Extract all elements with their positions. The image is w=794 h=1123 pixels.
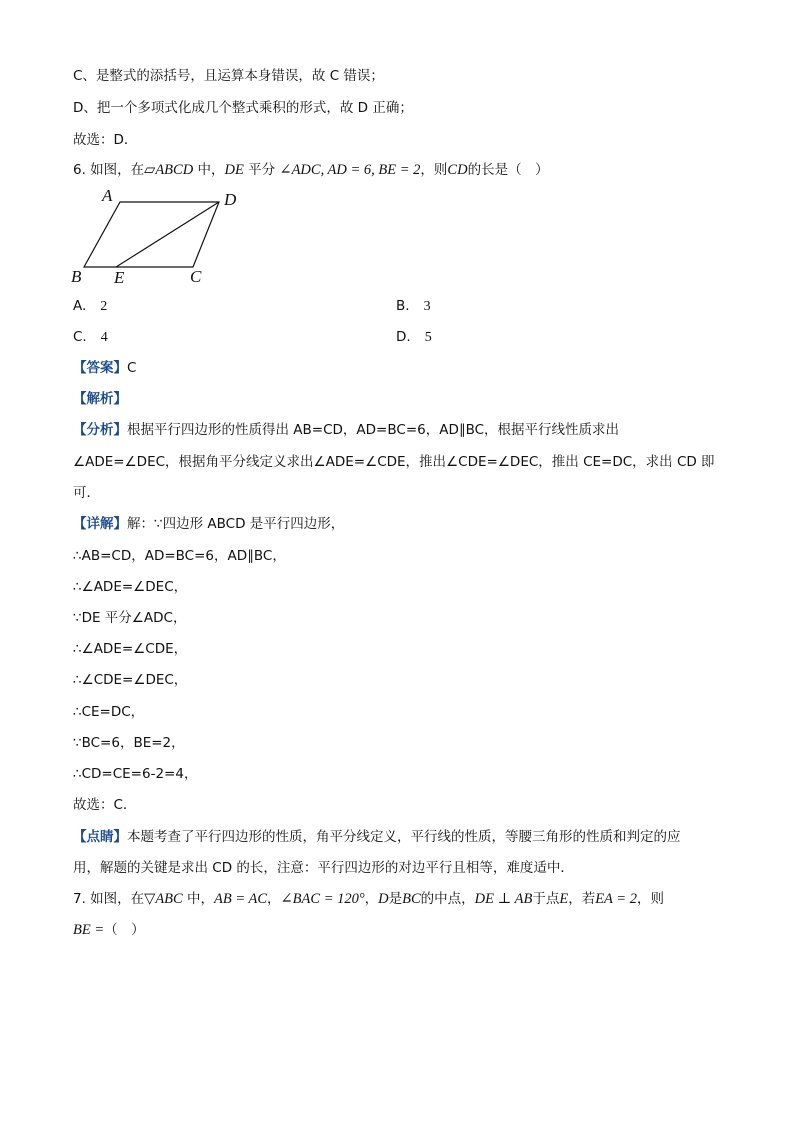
q7-stem-line-1 xyxy=(73,889,664,909)
q6-fenxi-line-1 xyxy=(73,420,619,440)
q7-condition: EA = 2 xyxy=(595,891,637,907)
parallelogram-abcd xyxy=(84,202,219,267)
fenxi-text: 根据平行四边形的性质得出 AB=CD，AD=BC=6，AD∥BC，根据平行线性质求出 xyxy=(127,422,620,438)
option-letter: D. xyxy=(396,329,411,345)
q7-stem-text: 中， xyxy=(182,891,215,907)
label-b: B xyxy=(71,267,82,286)
analysis-tag: 【解析】 xyxy=(73,391,127,407)
q6-comment-line-2: 用，解题的关键是求出 CD 的长，注意：平行四边形的对边平行且相等，难度适中． xyxy=(73,860,574,876)
q6-step: ∴CD=CE=6-2=4， xyxy=(73,766,198,782)
q6-stem-end: 的长是（ ） xyxy=(467,162,549,178)
q7-stem-text: ，若 xyxy=(568,891,596,907)
answer-value: C xyxy=(127,360,137,376)
q6-step: ∴AB=CD，AD=BC=6，AD∥BC， xyxy=(73,548,286,564)
option-value: 4 xyxy=(100,330,108,345)
q6-stem-text: 平分 xyxy=(243,162,280,178)
option-letter: A. xyxy=(73,298,87,314)
label-c: C xyxy=(190,267,202,286)
q7-condition: DE ⊥ AB xyxy=(474,891,533,907)
q6-step: ∴∠ADE=∠CDE， xyxy=(73,641,188,657)
q6-stem-prefix: 6. 如图，在 xyxy=(73,162,145,178)
q7-stem-prefix: 7. 如图，在 xyxy=(73,891,145,907)
q6-analysis-heading xyxy=(73,389,127,409)
segment-de xyxy=(116,202,219,267)
q7-stem-text: 于点 xyxy=(532,891,560,907)
detail-text: 解：∵四边形 ABCD 是平行四边形， xyxy=(127,516,345,532)
option-letter: B. xyxy=(396,298,410,314)
q7-abc: ABC xyxy=(155,891,183,907)
label-e: E xyxy=(114,268,125,287)
q6-detail-line-1 xyxy=(73,514,344,534)
q7-be: BE = xyxy=(73,922,105,938)
q5-final-choice: 故选：D． xyxy=(73,132,138,148)
q6-step: ∴∠CDE=∠DEC， xyxy=(73,672,188,688)
q6-abcd: ABCD xyxy=(155,162,194,178)
comment-text: 本题考查了平行四边形的性质，角平分线定义，平行线的性质，等腰三角形的性质和判定的应 xyxy=(127,829,681,845)
q7-stem-text: 是 xyxy=(388,891,403,907)
q7-stem-text: ， xyxy=(364,891,379,907)
q7-point-e: E xyxy=(559,891,569,907)
answer-tag: 【答案】 xyxy=(73,360,127,376)
q6-option-a[interactable] xyxy=(73,296,107,317)
q7-stem-end: （ ） xyxy=(104,922,145,938)
option-letter: C. xyxy=(73,329,87,345)
q7-condition: ∠BAC = 120° xyxy=(280,891,365,907)
q6-fenxi-line-3: 可． xyxy=(73,485,100,501)
q6-fenxi-line-2: ∠ADE=∠DEC，根据角平分线定义求出∠ADE=∠CDE，推出∠CDE=∠DEC，推出 CE=DC，求出 CD 即 xyxy=(73,454,715,470)
option-value: 3 xyxy=(423,299,431,314)
triangle-symbol: ▽ xyxy=(144,891,156,907)
q7-stem-text: 的中点， xyxy=(420,891,475,907)
q6-stem xyxy=(73,160,549,180)
q6-cd: CD xyxy=(447,162,468,178)
q6-step: ∵BC=6，BE=2， xyxy=(73,735,185,751)
q7-condition: AB = AC xyxy=(214,891,268,907)
detail-tag: 【详解】 xyxy=(73,516,127,532)
q6-answer xyxy=(73,358,136,378)
comment-tag: 【点睛】 xyxy=(73,829,127,845)
q7-point-d: D xyxy=(378,891,389,907)
q7-stem-text: ，则 xyxy=(636,891,664,907)
q6-de: DE xyxy=(224,162,244,178)
q7-stem-line-2 xyxy=(73,920,145,940)
q7-stem-text: ， xyxy=(267,891,281,907)
q6-parallelogram-figure xyxy=(66,185,256,287)
q6-comment-line-1 xyxy=(73,827,681,847)
q6-stem-text: 中， xyxy=(193,162,225,178)
q6-final-choice: 故选：C． xyxy=(73,797,137,813)
q6-step: ∵DE 平分∠ADC， xyxy=(73,610,187,626)
option-value: 5 xyxy=(424,330,432,345)
label-d: D xyxy=(224,190,237,209)
q6-option-d[interactable] xyxy=(396,327,432,348)
q6-option-c[interactable] xyxy=(73,327,108,348)
q7-bc: BC xyxy=(402,891,421,907)
q6-step: ∴∠ADE=∠DEC， xyxy=(73,579,188,595)
label-a: A xyxy=(102,186,113,205)
q6-option-b[interactable] xyxy=(396,296,431,317)
parallelogram-symbol: ▱ xyxy=(144,162,156,178)
q5-option-c-explanation: C、是整式的添括号，且运算本身错误，故 C 错误； xyxy=(73,68,384,84)
q6-stem-text: ，则 xyxy=(420,162,448,178)
q5-option-d-explanation: D、把一个多项式化成几个整式乘积的形式，故 D 正确； xyxy=(73,100,413,116)
q6-step: ∴CE=DC， xyxy=(73,704,145,720)
fenxi-tag: 【分析】 xyxy=(73,422,127,438)
q6-conditions: ∠ADC, AD = 6, BE = 2 xyxy=(279,162,421,178)
option-value: 2 xyxy=(100,299,108,314)
